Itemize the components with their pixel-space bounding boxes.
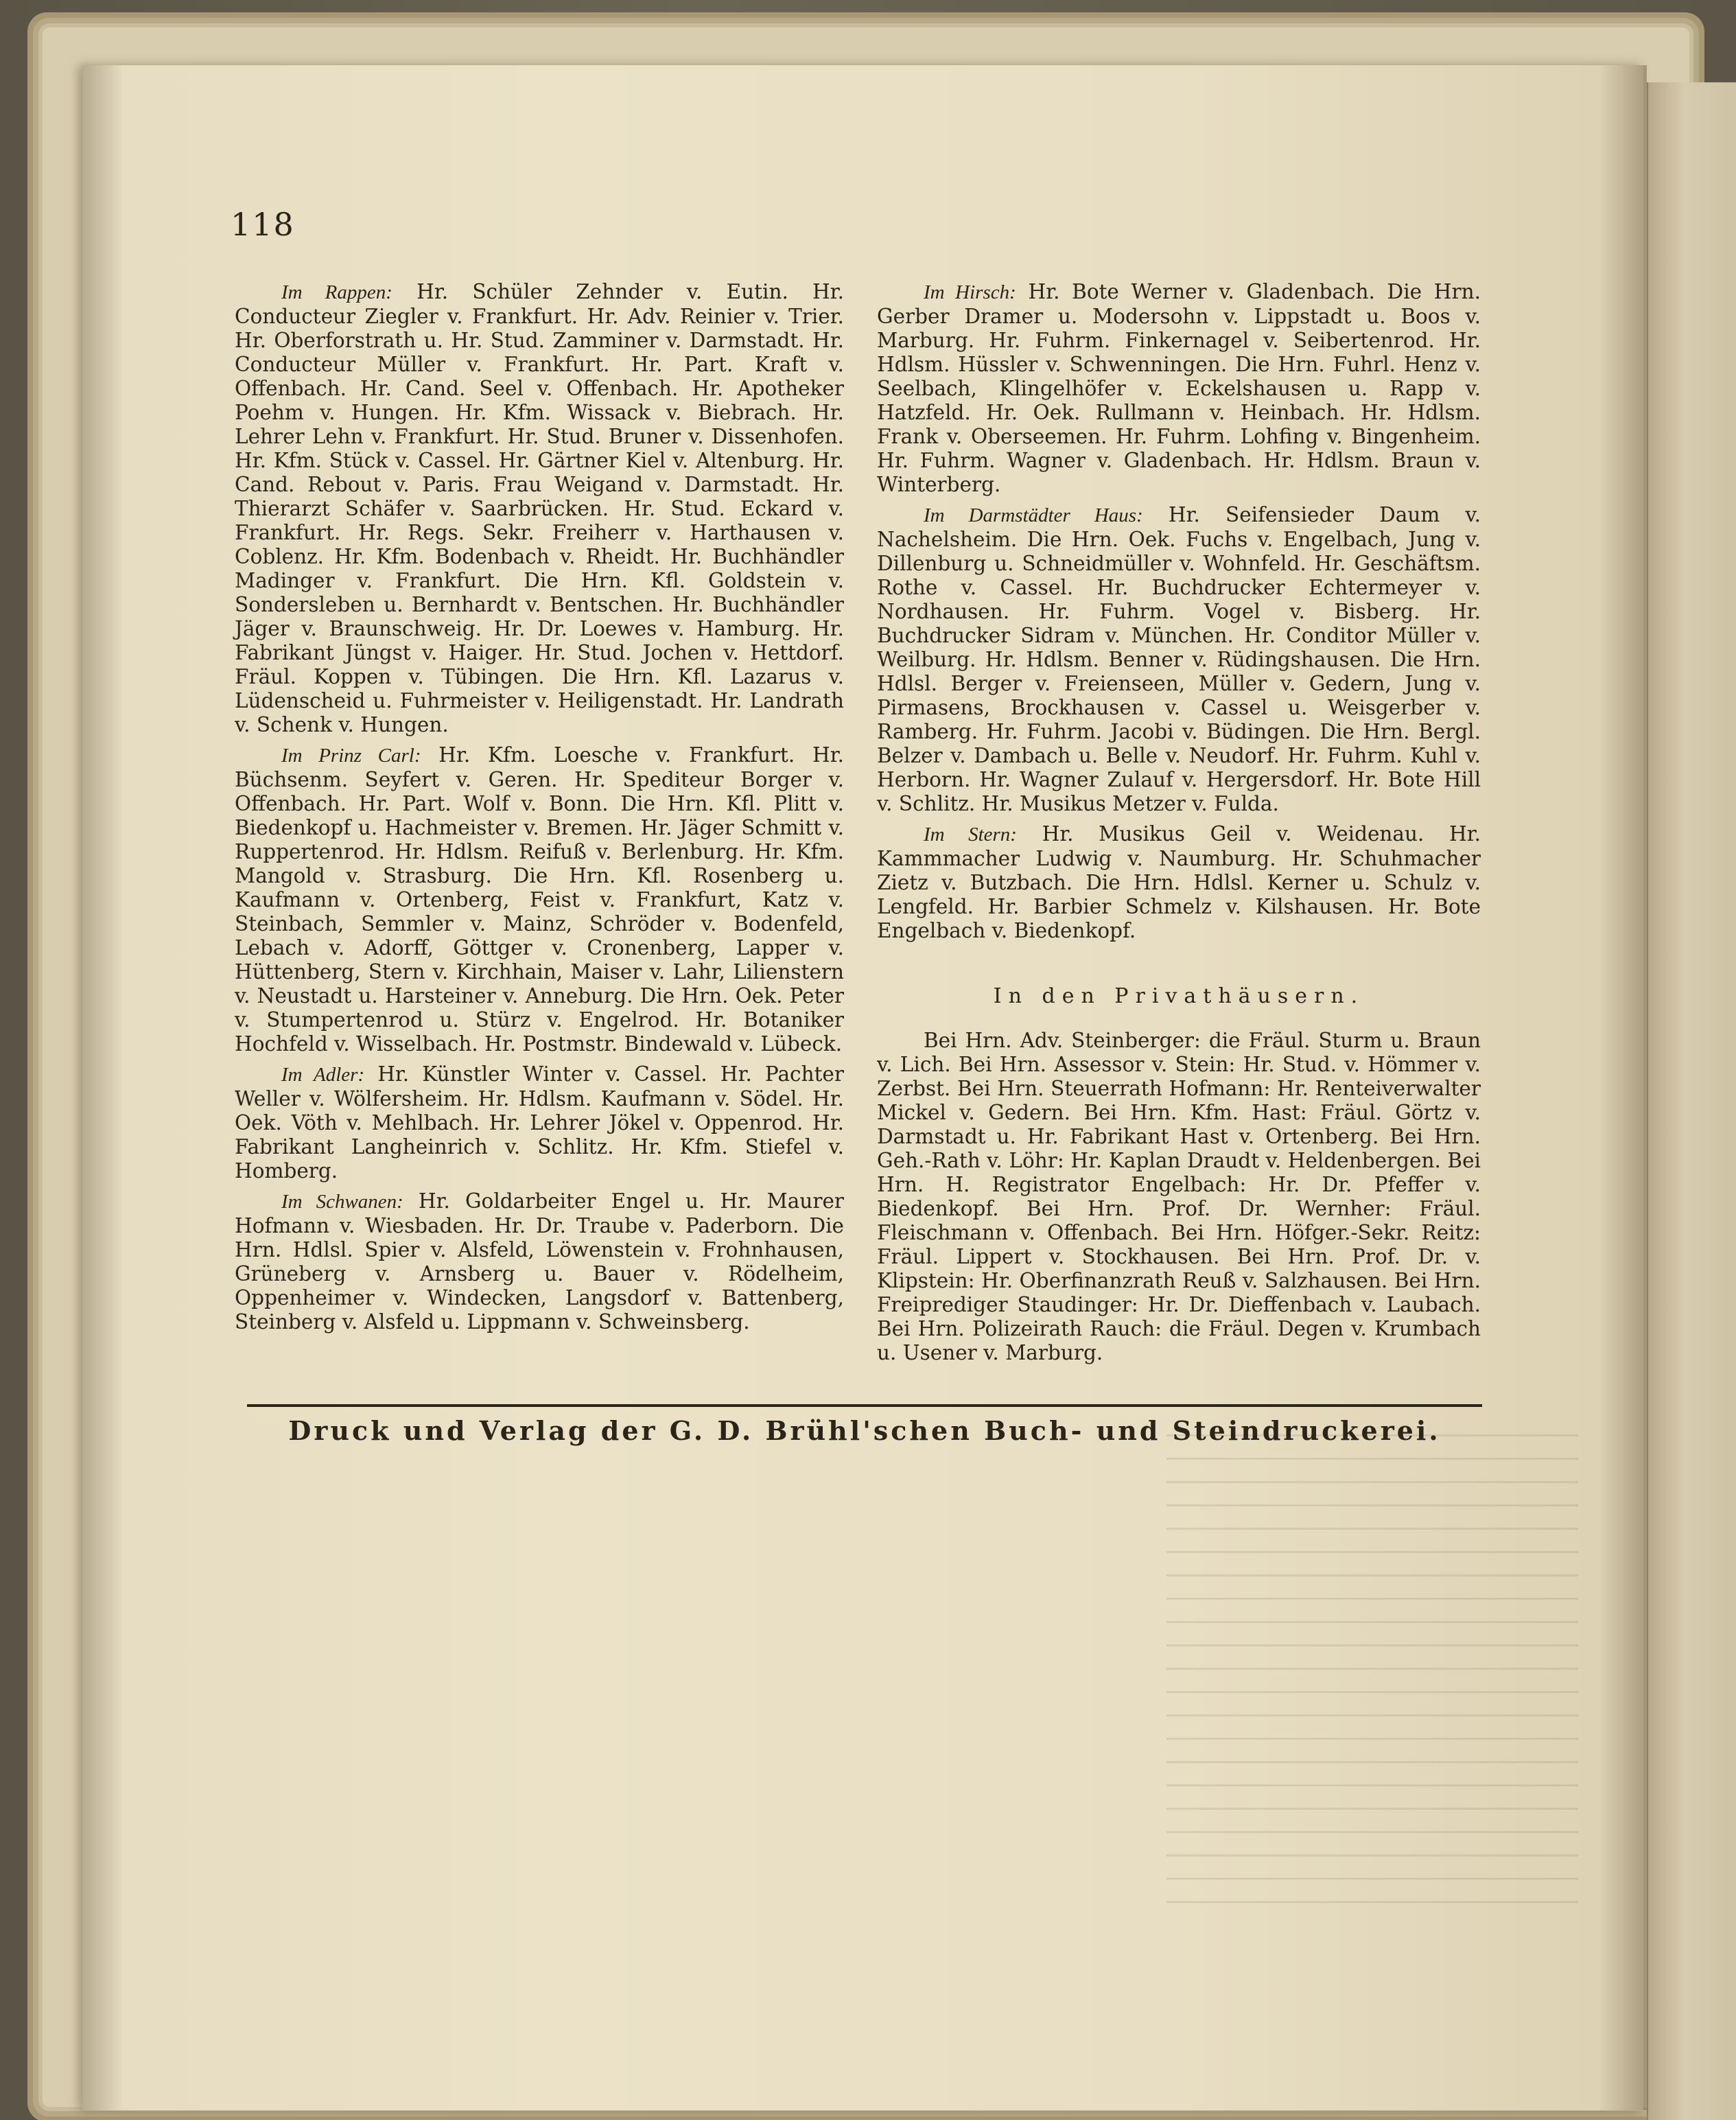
show-through-text [1166,1434,1578,1915]
entry-label: Im Adler: [281,1064,365,1086]
entry-adler [235,1062,844,1183]
entry-label: Im Hirsch: [924,281,1016,303]
left-column [235,280,844,1340]
right-column [877,280,1481,1371]
entry-label: Im Darmstädter Haus: [924,504,1143,526]
entry-text: Hr. Schüler Zehnder v. Eutin. Hr. Conducteur Ziegler v. Frankfurt. Hr. Adv. Reinier v. Trier. Hr. Oberforstrath u. Hr. Stud. Zamminer v. Darmstadt. Hr. Conducteur Müller v. Frankfurt. Hr. Part. Kraft v. Offenbach. Hr. Cand. Seel v. Offenbach. Hr. Apotheker Poehm v. Hungen. Hr. Kfm. Wissack v. Biebrach. Hr. Lehrer Lehn v. Frankfurt. Hr. Stud. Bruner v. Dissenhofen. Hr. Kfm. Stück v. Cassel. Hr. Gärtner Kiel v. Altenburg. Hr. Cand. Rebout v. Paris. Frau Weigand v. Darmstadt. Hr. Thierarzt Schäfer v. Saarbrücken. Hr. Stud. Eckard v. Frankfurt. Hr. Regs. Sekr. Freiherr v. Harthausen v. Coblenz. Hr. Kfm. Bodenbach v. Rheidt. Hr. Buchhändler Madinger v. Frankfurt. Die Hrn. Kfl. Goldstein v. Sondersleben u. Bernhardt v. Bentschen. Hr. Buchhändler Jäger v. Braunschweig. Hr. Dr. Loewes v. Hamburg. Hr. Fabrikant Jüngst v. Haiger. Hr. Stud. Jochen v. Hettdorf. Fräul. Koppen v. Tübingen. Die Hrn. Kfl. Lazarus v. Lüdenscheid u. Fuhrmeister v. Heiligenstadt. Hr. Landrath v. Schenk v. Hungen. [235,280,845,736]
entry-text: Hr. Seifensieder Daum v. Nachelsheim. Die Hrn. Oek. Fuchs v. Engelbach, Jung v. Dillenburg u. Schneidmüller v. Wohnfeld. Hr. Geschäftsm. Rothe v. Cassel. Hr. Buchdrucker Echtermeyer v. Nordhausen. Hr. Fuhrm. Vogel v. Bisberg. Hr. Buchdrucker Sidram v. München. Hr. Conditor Müller v. Weilburg. Hr. Hdlsm. Benner v. Rüdingshausen. Die Hrn. Hdlsl. Berger v. Freienseen, Müller v. Gedern, Jung v. Pirmasens, Brockhausen v. Cassel u. Weisgerber v. Ramberg. Hr. Fuhrm. Jacobi v. Büdingen. Die Hrn. Bergl. Belzer v. Dambach u. Belle v. Neudorf. Hr. Fuhrm. Kuhl v. Herborn. Hr. Wagner Zulauf v. Hergersdorf. Hr. Bote Hill v. Schlitz. Hr. Musikus Metzer v. Fulda. [877,503,1481,815]
entry-text: Hr. Kfm. Loesche v. Frankfurt. Hr. Büchsenm. Seyfert v. Geren. Hr. Spediteur Borger v. Offenbach. Hr. Part. Wolf v. Bonn. Die Hrn. Kfl. Plitt v. Biedenkopf u. Hachmeister v. Bremen. Hr. Jäger Schmitt v. Ruppertenrod. Hr. Hdlsm. Reifuß v. Berlenburg. Hr. Kfm. Mangold v. Strasburg. Die Hrn. Kfl. Rosenberg u. Kaufmann v. Ortenberg, Feist v. Frankfurt, Katz v. Steinbach, Semmler v. Mainz, Schröder v. Bodenfeld, Lebach v. Adorff, Göttger v. Cronenberg, Lapper v. Hüttenberg, Stern v. Kirchhain, Maiser v. Lahr, Lilienstern v. Neustadt u. Harsteiner v. Anneburg. Die Hrn. Oek. Peter v. Stumpertenrod u. Stürz v. Engelrod. Hr. Botaniker Hochfeld v. Wisselbach. Hr. Postmstr. Bindewald v. Lübeck. [235,743,844,1056]
page-number: 118 [231,206,295,243]
imprint-footer: Druck und Verlag der G. D. Brühl'schen Buch- und Steindruckerei. [288,1415,1441,1446]
entry-label: Im Schwanen: [281,1191,403,1213]
entry-label: Im Stern: [924,824,1017,846]
facing-page-edge [1647,82,1736,2120]
entry-hirsch [877,280,1481,497]
entry-text: Hr. Goldarbeiter Engel u. Hr. Maurer Hofmann v. Wiesbaden. Hr. Dr. Traube v. Paderborn. Die Hrn. Hdlsl. Spier v. Alsfeld, Löwenstein v. Frohnhausen, Grüneberg v. Arnsberg u. Bauer v. Rödelheim, Oppenheimer v. Windecken, Langsdorf v. Battenberg, Steinberg v. Alsfeld u. Lippmann v. Schweinsberg. [235,1189,845,1333]
entry-darmstaedter-haus [877,503,1481,816]
entry-schwanen [235,1189,844,1334]
entry-text: Hr. Künstler Winter v. Cassel. Hr. Pachter Weller v. Wölfersheim. Hr. Hdlsm. Kaufmann v. Södel. Hr. Oek. Vöth v. Mehlbach. Hr. Lehrer Jökel v. Oppenrod. Hr. Fabrikant Langheinrich v. Schlitz. Hr. Kfm. Stiefel v. Homberg. [235,1062,844,1183]
entry-text: Hr. Bote Werner v. Gladenbach. Die Hrn. Gerber Dramer u. Modersohn v. Lippstadt u. Boos v. Marburg. Hr. Fuhrm. Finkernagel v. Seibertenrod. Hr. Hdlsm. Hüssler v. Schwenningen. Die Hrn. Fuhrl. Henz v. Seelbach, Klingelhöfer v. Eckelshausen u. Rapp v. Hatzfeld. Hr. Oek. Rullmann v. Heinbach. Hr. Hdlsm. Frank v. Oberseemen. Hr. Fuhrm. Lohfing v. Bingenheim. Hr. Fuhrm. Wagner v. Gladenbach. Hr. Hdlsm. Braun v. Winterberg. [877,280,1481,496]
page-gutter-shadow [1599,65,1647,2110]
entry-rappen [235,280,844,737]
entry-label: Im Rappen: [281,281,392,303]
entry-label: Im Prinz Carl: [281,745,421,767]
private-houses-heading: In den Privathäusern. [993,984,1365,1008]
page-shadow-left [82,65,124,2110]
footer-rule [247,1404,1482,1407]
private-houses-text: Bei Hrn. Adv. Steinberger: die Fräul. Sturm u. Braun v. Lich. Bei Hrn. Assessor v. Stein: Hr. Stud. v. Hömmer v. Zerbst. Bei Hrn. Steuerrath Hofmann: Hr. Renteiverwalter Mickel v. Gedern. Bei Hrn. Kfm. Hast: Fräul. Görtz v. Darmstadt u. Hr. Fabrikant Hast v. Ortenberg. Bei Hrn. Geh.-Rath v. Löhr: Hr. Kaplan Draudt v. Heldenbergen. Bei Hrn. H. Registrator Engelbach: Hr. Dr. Pfeffer v. Biedenkopf. Bei Hrn. Prof. Dr. Wernher: Fräul. Fleischmann v. Offenbach. Bei Hrn. Höfger.-Sekr. Reitz: Fräul. Lippert v. Stockhausen. Bei Hrn. Prof. Dr. v. Klipstein: Hr. Oberfinanzrath Reuß v. Salzhausen. Bei Hrn. Freiprediger Staudinger: Hr. Dr. Dieffenbach v. Laubach. Bei Hrn. Polizeirath Rauch: die Fräul. Degen v. Krumbach u. Usener v. Marburg. [877,1029,1481,1364]
entry-text: Hr. Musikus Geil v. Weidenau. Hr. Kammmacher Ludwig v. Naumburg. Hr. Schuhmacher Zietz v. Butzbach. Die Hrn. Hdlsl. Kerner u. Schulz v. Lengfeld. Hr. Barbier Schmelz v. Kilshausen. Hr. Bote Engelbach v. Biedenkopf. [877,822,1481,942]
entry-prinz-carl [235,743,844,1056]
entry-stern [877,822,1481,943]
